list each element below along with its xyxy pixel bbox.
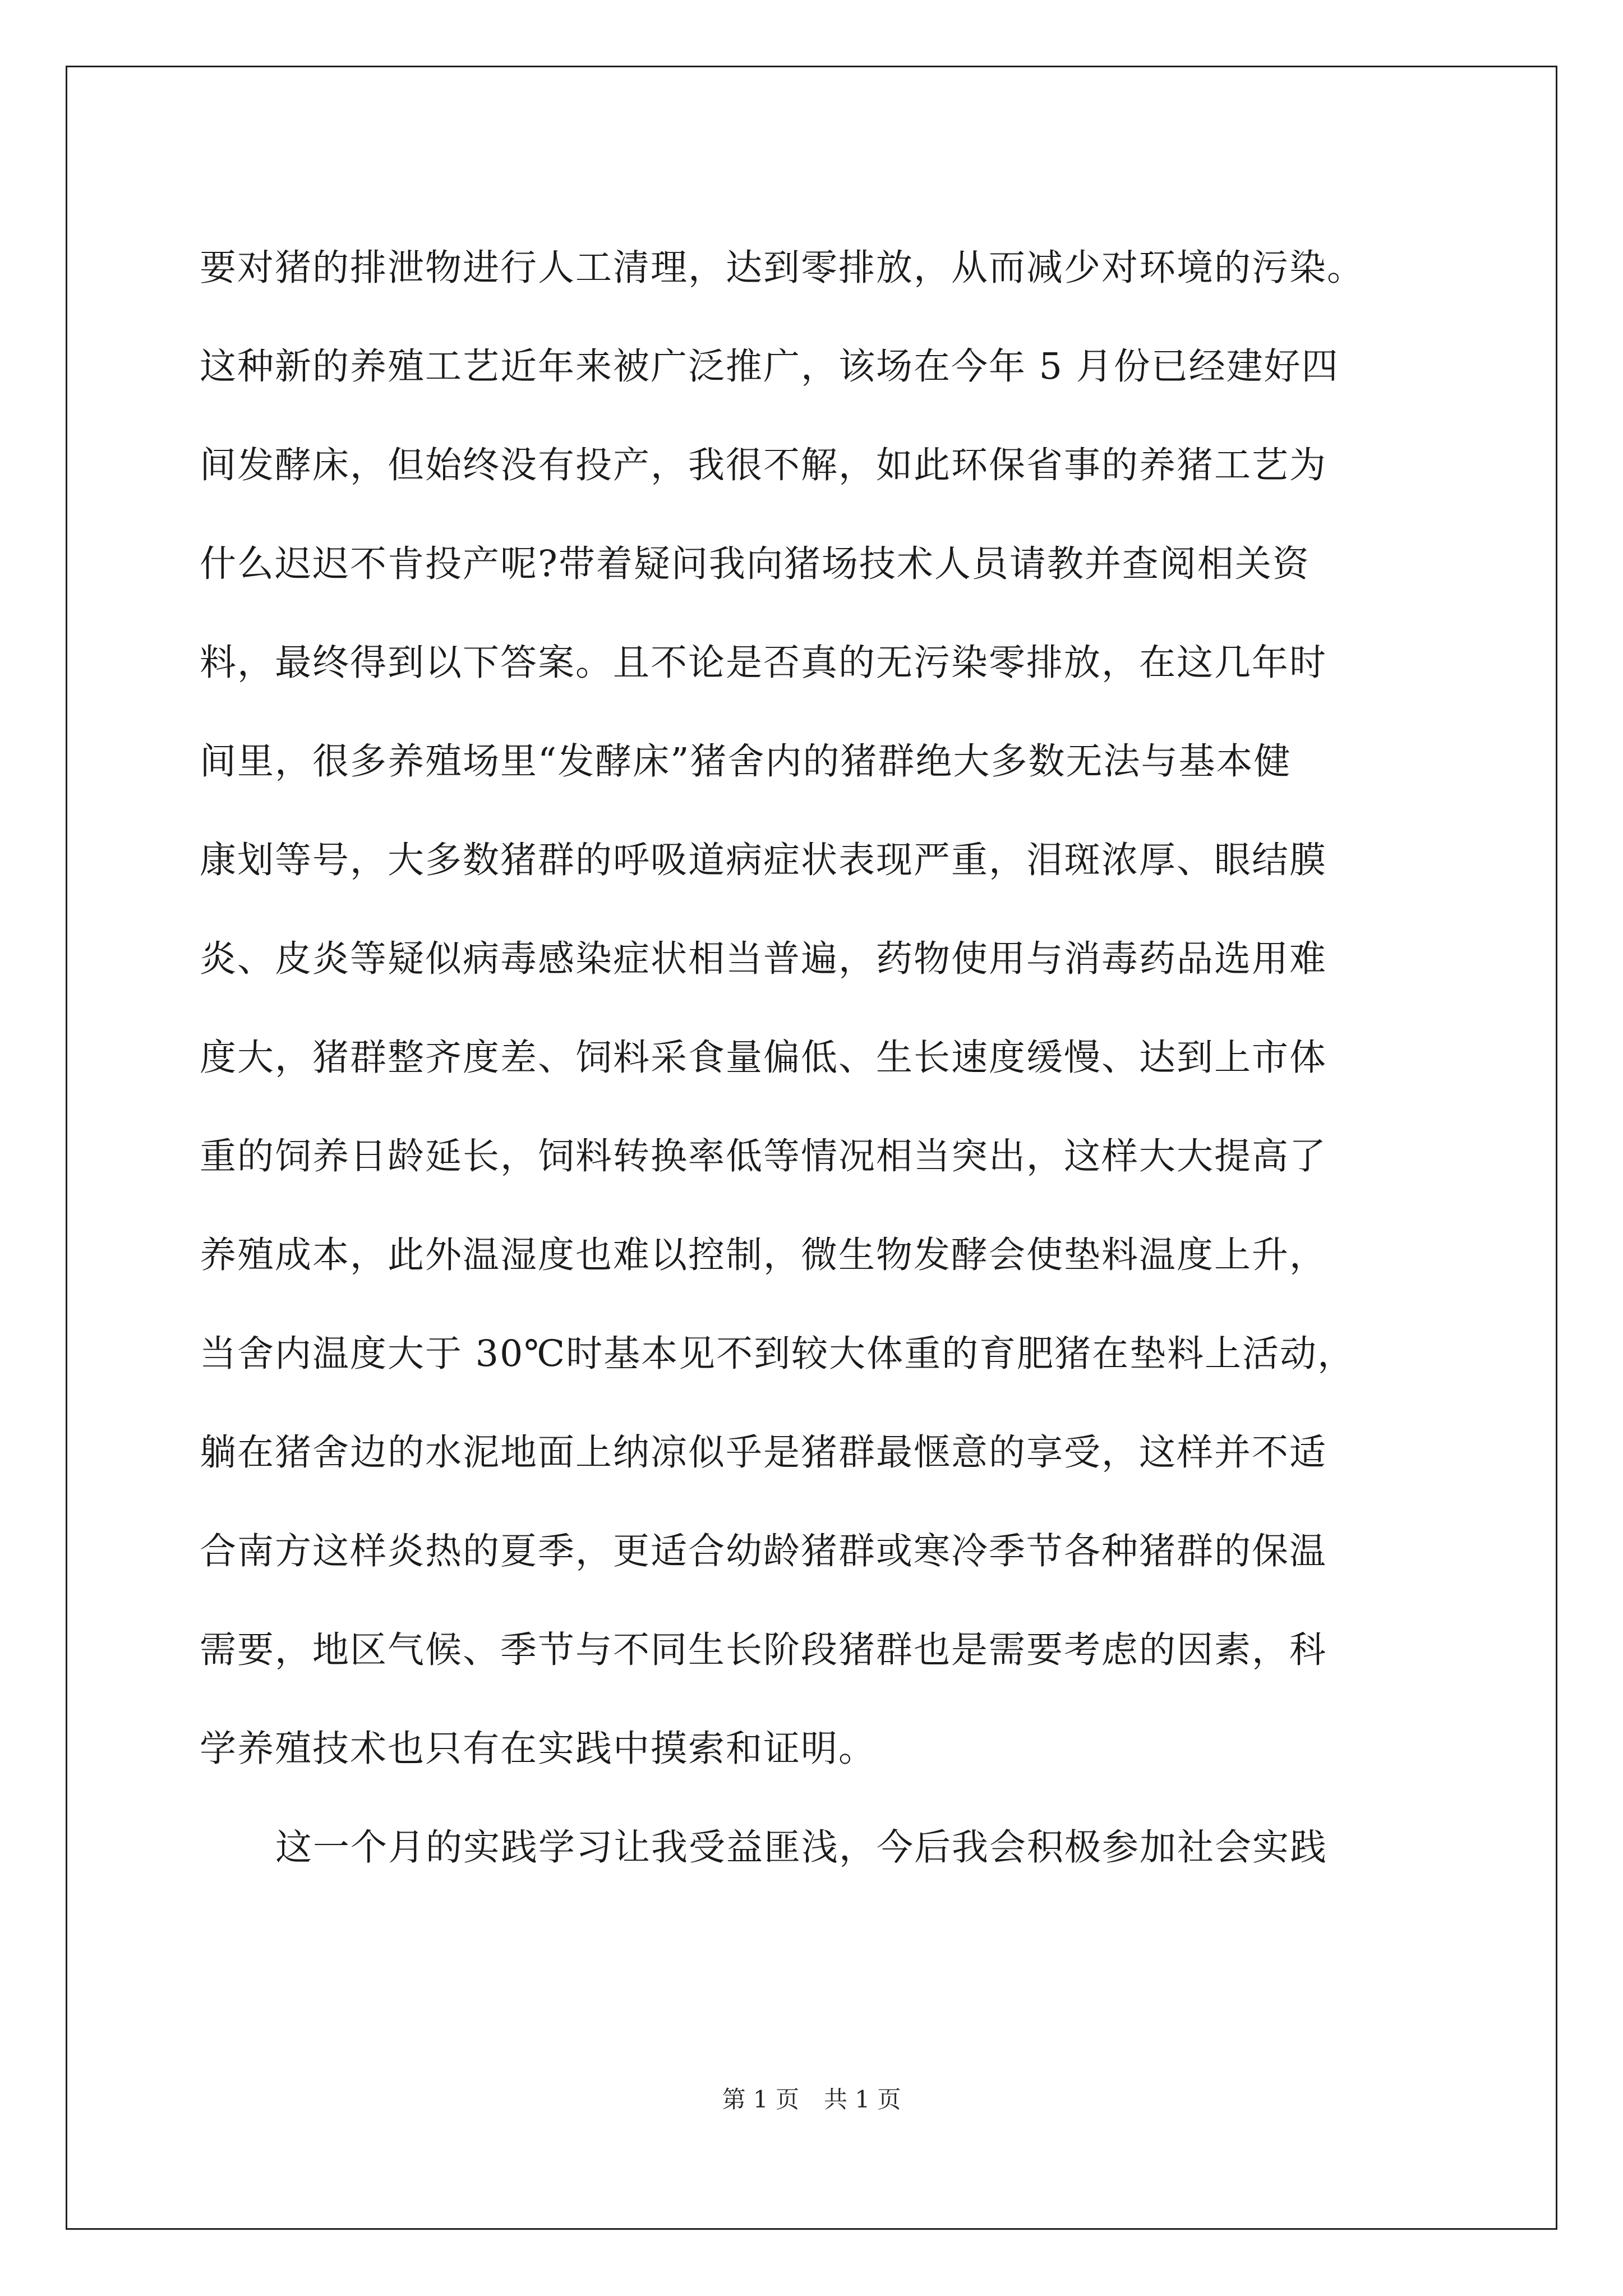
text-line: 炎、皮炎等疑似病毒感染症状相当普遍，药物使用与消毒药品选用难 <box>200 938 1327 980</box>
text-line: 养殖成本，此外温湿度也难以控制，微生物发酵会使垫料温度上升， <box>200 1234 1327 1276</box>
text-line: 要对猪的排泄物进行人工清理，达到零排放，从而减少对环境的污染。 <box>200 247 1365 289</box>
document-body <box>200 219 1433 1897</box>
text-line: 重的饲养日龄延长，饲料转换率低等情况相当突出，这样大大提高了 <box>200 1135 1327 1177</box>
text-line: 合南方这样炎热的夏季，更适合幼龄猪群或寒冷季节各种猪群的保温 <box>200 1530 1327 1572</box>
text-line: 当舍内温度大于 30℃时基本见不到较大体重的育肥猪在垫料上活动， <box>200 1333 1355 1375</box>
page-count: 共 1 页 <box>824 2086 901 2113</box>
text-line: 间发酵床，但始终没有投产，我很不解，如此环保省事的养猪工艺为 <box>200 444 1327 486</box>
text-line: 间里，很多养殖场里“发酵床”猪舍内的猪群绝大多数无法与基本健 <box>200 740 1292 783</box>
text-line: 康划等号，大多数猪群的呼吸道病症状表现严重，泪斑浓厚、眼结膜 <box>200 839 1327 881</box>
text-line: 这种新的养殖工艺近年来被广泛推广，该场在今年 5 月份已经建好四 <box>200 346 1339 388</box>
page-number: 第 1 页 <box>722 2086 799 2113</box>
text-line: 躺在猪舍边的水泥地面上纳凉似乎是猪群最惬意的享受，这样并不适 <box>200 1432 1327 1474</box>
text-line: 需要，地区气候、季节与不同生长阶段猪群也是需要考虑的因素，科 <box>200 1629 1327 1671</box>
paragraph-start-line: 这一个月的实践学习让我受益匪浅，今后我会积极参加社会实践 <box>275 1826 1328 1869</box>
page-footer <box>0 2085 1623 2114</box>
text-line: 学养殖技术也只有在实践中摸索和证明。 <box>200 1728 877 1770</box>
text-line: 料，最终得到以下答案。且不论是否真的无污染零排放，在这几年时 <box>200 642 1327 684</box>
text-line: 什么迟迟不肯投产呢?带着疑问我向猪场技术人员请教并查阅相关资 <box>200 543 1310 585</box>
text-line: 度大，猪群整齐度差、饲料采食量偏低、生长速度缓慢、达到上市体 <box>200 1037 1327 1079</box>
